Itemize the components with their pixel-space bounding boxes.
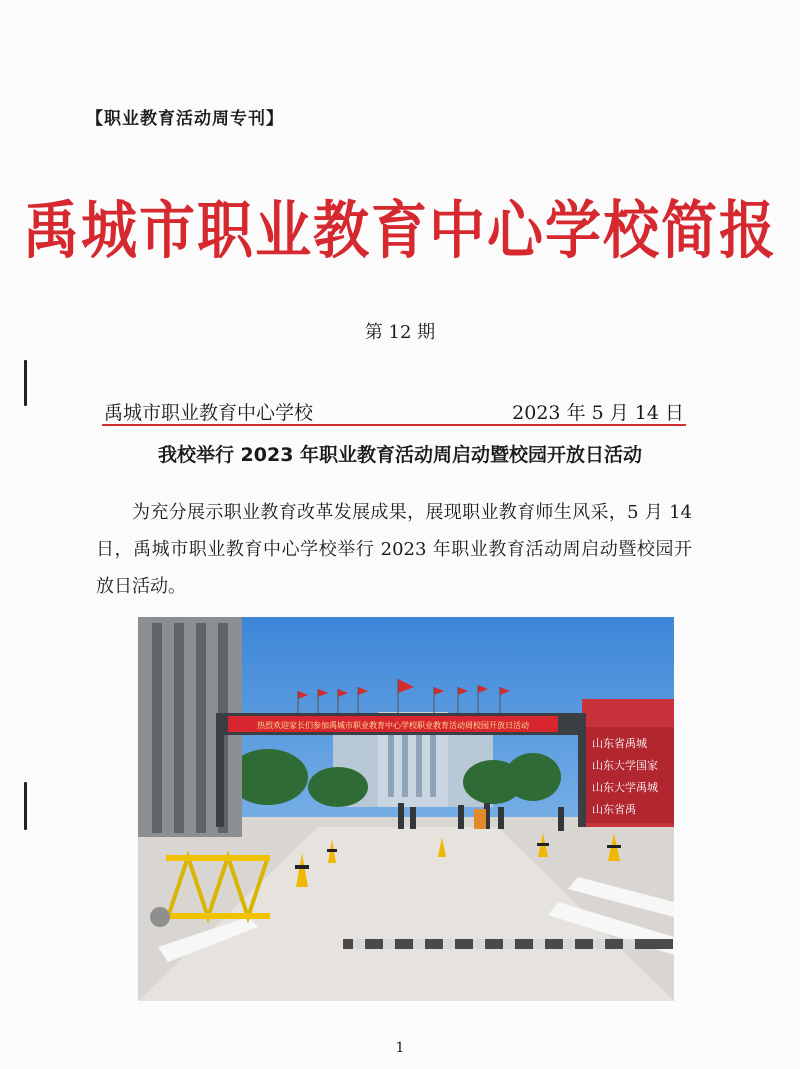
sign-line-1: 山东省禹城 xyxy=(592,737,647,750)
sign-line-2: 山东大学国家 xyxy=(592,759,658,772)
byline-row xyxy=(102,398,686,426)
campus-gate-photo xyxy=(138,617,674,1001)
issue-number: 第 12 期 xyxy=(364,322,436,343)
sign-line-4: 山东省禹 xyxy=(592,803,636,816)
byline-org: 禹城市职业教育中心学校 xyxy=(104,402,314,424)
sign-line-3: 山东大学禹城 xyxy=(592,781,658,794)
masthead-title: 禹城市职业教育中心学校简报 xyxy=(23,194,777,268)
page-number: 1 xyxy=(395,1040,405,1056)
binder-mark-top xyxy=(24,360,27,406)
article-paragraph: 为充分展示职业教育改革发展成果，展现职业教育师生风采，5 月 14 日，禹城市职业教育中心学校举行 2023 年职业教育活动周启动暨校园开放日活动。 xyxy=(96,502,692,597)
binder-mark-bottom xyxy=(24,782,27,830)
issue-tag: 【职业教育活动周专刊】 xyxy=(86,109,284,129)
byline-date: 2023 年 5 月 14 日 xyxy=(512,402,684,424)
gate-banner-text: 热烈欢迎家长们参加禹城市职业教育中心学校职业教育活动周校园开放日活动 xyxy=(257,721,529,730)
article-headline: 我校举行 2023 年职业教育活动周启动暨校园开放日活动 xyxy=(157,444,643,466)
